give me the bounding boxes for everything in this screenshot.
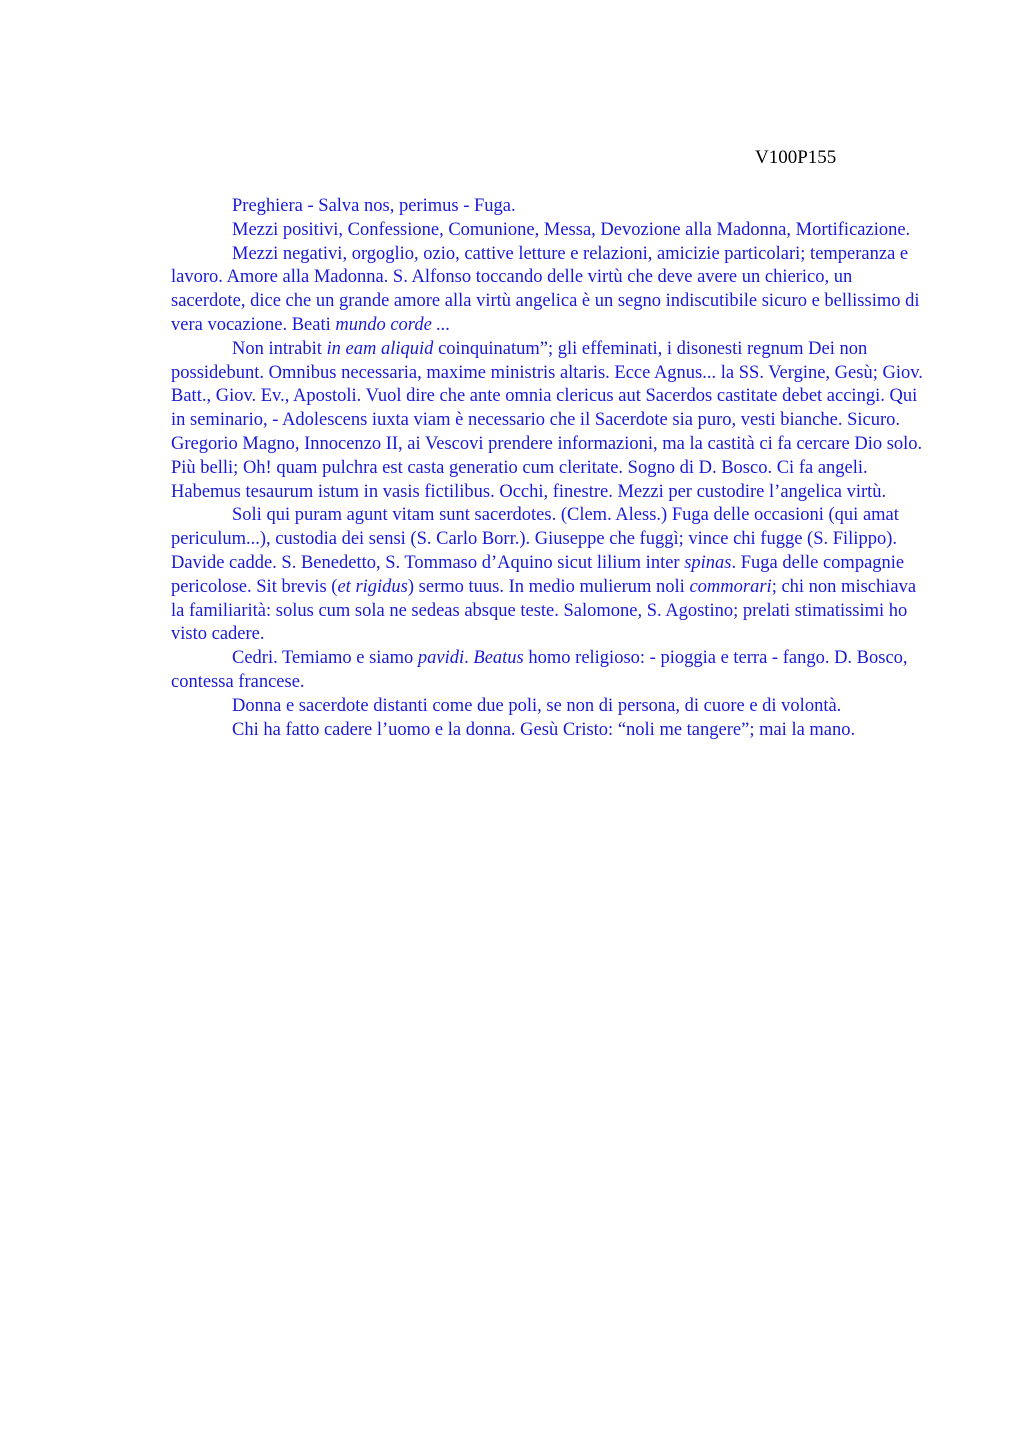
text-run: .	[464, 648, 474, 669]
text-run: Mezzi negativi, orgoglio, ozio, cattive letture e relazioni, amicizie particolari; temperanza e lavoro. Amore alla Madonna. S. Alfonso toccando delle virtù che deve avere un chierico, un sacerdote, dice che un grande amore alla virtù angelica è un segno indiscutibile sicuro e bellissimo di vera vocazione. Beati	[171, 243, 920, 335]
text-run: homo religioso: - pioggia e terra - fango. D. Bosco, contessa francese.	[171, 648, 908, 692]
italic-text-run: mundo corde ...	[335, 314, 451, 335]
italic-text-run: pavidi	[417, 648, 465, 669]
text-run: Donna e sacerdote distanti come due poli, se non di persona, di cuore e di volontà.	[232, 695, 842, 716]
paragraph	[171, 647, 931, 695]
document-body	[171, 195, 931, 742]
text-run: Cedri. Temiamo e siamo	[232, 648, 418, 669]
paragraph	[171, 338, 931, 505]
paragraph	[171, 195, 931, 219]
text-run: Soli qui puram agunt vitam sunt sacerdotes. (Clem. Aless.) Fuga delle occasioni (qui amat periculum...), custodia dei sensi (S. Carlo Borr.). Giuseppe che fuggì; vince chi fugge (S. Filippo). Davide cadde. S. Benedetto, S. Tommaso d’Aquino sicut lilium inter	[171, 505, 899, 573]
text-run: Chi ha fatto cadere l’uomo e la donna. Gesù Cristo: “noli me tangere”; mai la mano.	[232, 719, 856, 740]
italic-text-run: in eam aliquid	[326, 338, 434, 359]
paragraph	[171, 219, 931, 243]
page-reference: V100P155	[755, 147, 837, 168]
text-run: Mezzi positivi, Confessione, Comunione, Messa, Devozione alla Madonna, Mortificazione.	[232, 219, 911, 240]
italic-text-run: et rigidus	[337, 576, 408, 597]
paragraph	[171, 719, 931, 743]
text-run: ; chi non mischiava la familiarità: solus cum sola ne sedeas absque teste. Salomone, S. Agostino; prelati stimatissimi ho visto cadere.	[171, 576, 917, 645]
text-run: . Fuga delle compagnie pericolose. Sit brevis (	[171, 552, 905, 597]
text-run: Non intrabit	[232, 338, 327, 359]
text-run: Preghiera - Salva nos, perimus - Fuga.	[232, 196, 516, 216]
paragraph	[171, 695, 931, 719]
text-run: coinquinatum”; gli effeminati, i disonesti regnum Dei non possidebunt. Omnibus necessaria, maxime ministris altaris. Ecce Agnus... la SS. Vergine, Gesù; Giov. Batt., Giov. Ev., Apostoli. Vuol dire che ante omnia clericus aut Sacerdos castitate debet accingi. Qui in seminario, - Adolescens iuxta viam è necessario che il Sacerdote sia puro, vesti bianche. Sicuro. Gregorio Magno, Innocenzo II, ai Vescovi prendere informazioni, ma la castità ci fa cercare Dio solo. Più belli; Oh! quam pulchra est casta generatio cum cleritate. Sogno di D. Bosco. Ci fa angeli. Habemus tesaurum istum in vasis fictilibus. Occhi, finestre. Mezzi per custodire l’angelica virtù.	[171, 338, 923, 502]
text-run: ) sermo tuus. In medio mulierum noli	[407, 576, 690, 597]
paragraph	[171, 504, 931, 647]
italic-text-run: commorari	[689, 576, 772, 597]
italic-text-run: spinas	[684, 552, 732, 573]
paragraph	[171, 243, 931, 338]
italic-text-run: Beatus	[473, 648, 524, 669]
